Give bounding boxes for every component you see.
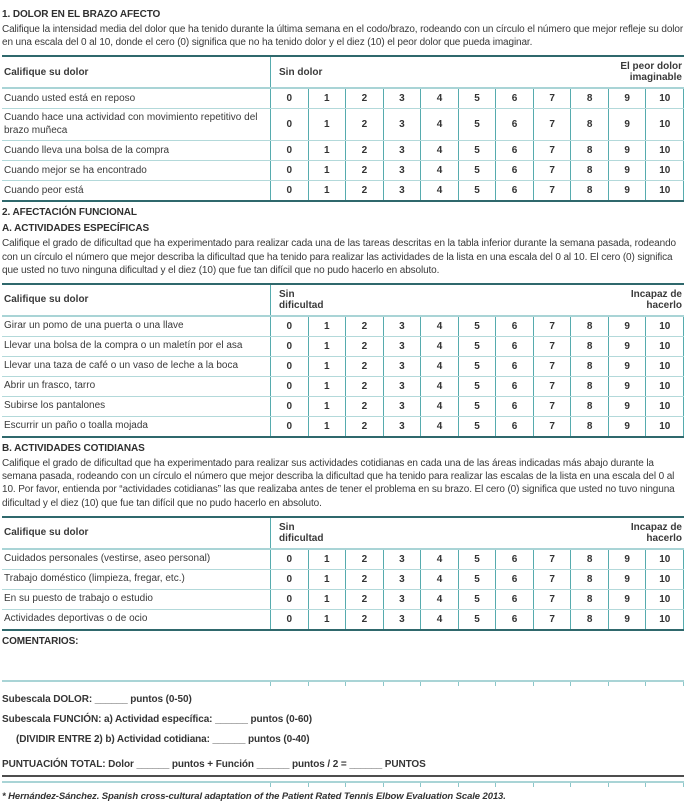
rating-option[interactable]: 9 [608,570,646,589]
ruler-tick [495,783,533,787]
table-row [2,376,684,396]
table-row [2,108,684,140]
rating-option[interactable]: 4 [420,89,458,108]
rating-option[interactable]: 1 [308,570,346,589]
rating-option[interactable]: 4 [420,550,458,569]
rating-option[interactable]: 8 [570,590,608,609]
scale-min-label: Sin dolor [279,66,323,78]
rating-option[interactable]: 6 [495,89,533,108]
rating-option[interactable]: 9 [608,397,646,416]
rating-option[interactable]: 3 [383,161,421,180]
ruler-tick [533,783,571,787]
ruler-tick [495,682,533,686]
rating-scale [270,317,684,336]
rating-option[interactable]: 3 [383,397,421,416]
rating-option[interactable]: 0 [270,89,308,108]
rating-option[interactable]: 8 [570,337,608,356]
rating-option[interactable]: 3 [383,357,421,376]
rating-option[interactable]: 3 [383,109,421,140]
rating-option[interactable]: 5 [458,357,496,376]
ruler-offset [2,783,270,787]
rating-option[interactable]: 1 [308,337,346,356]
rating-option[interactable]: 9 [608,89,646,108]
table-row [2,550,684,569]
rating-option[interactable]: 4 [420,610,458,629]
rating-option[interactable]: 10 [645,377,683,396]
ruler-tick [270,783,308,787]
table-row [2,569,684,589]
rating-scale [270,141,684,160]
rating-option[interactable]: 4 [420,377,458,396]
rating-option[interactable]: 7 [533,377,571,396]
rating-option[interactable]: 6 [495,570,533,589]
rating-option[interactable]: 5 [458,397,496,416]
row-label: Subirse los pantalones [4,400,106,412]
rating-option[interactable]: 2 [345,417,383,436]
rating-option[interactable]: 4 [420,397,458,416]
section1-heading: 1. DOLOR EN EL BRAZO AFECTO [2,9,161,20]
ruler-tick [570,682,608,686]
rating-option[interactable]: 5 [458,89,496,108]
rating-option[interactable]: 1 [308,377,346,396]
rating-option[interactable]: 6 [495,417,533,436]
rating-option[interactable]: 2 [345,377,383,396]
rating-option[interactable]: 2 [345,610,383,629]
rating-option[interactable]: 2 [345,109,383,140]
rating-option[interactable]: 8 [570,397,608,416]
rating-option[interactable]: 7 [533,570,571,589]
ruler-ticks [270,682,684,686]
rating-option[interactable]: 0 [270,590,308,609]
rating-option[interactable]: 5 [458,317,496,336]
section1-instructions: Califique la intensidad media del dolor que ha tenido durante la última semana en el codo/brazo, rodeando con un círculo el número que mejor refleje su dolor en una escala del 0 al 10, donde el cero (0) significa que no ha tenido dolor y el diez (10) el peor dolor que pueda imaginar. [2,24,684,49]
rating-option[interactable]: 0 [270,109,308,140]
table-row [2,317,684,336]
divider-ruler [2,680,684,686]
rating-scale [270,109,684,140]
rating-option[interactable]: 4 [420,590,458,609]
rating-option[interactable]: 9 [608,357,646,376]
rating-option[interactable]: 0 [270,397,308,416]
rating-option[interactable]: 6 [495,550,533,569]
rating-option[interactable]: 10 [645,397,683,416]
rating-option[interactable]: 2 [345,550,383,569]
rating-option[interactable]: 5 [458,377,496,396]
column-header-label: Califique su dolor [4,294,89,306]
rating-option[interactable]: 10 [645,550,683,569]
rating-option[interactable]: 8 [570,417,608,436]
rating-option[interactable]: 7 [533,357,571,376]
rating-scale [270,377,684,396]
rating-option[interactable]: 5 [458,161,496,180]
rating-option[interactable]: 5 [458,337,496,356]
footnote-citation: * Hernández-Sánchez. Spanish cross-cultural adaptation of the Patient Rated Tennis Elbow Evaluation Scale 2013. [2,790,506,802]
rating-option[interactable]: 0 [270,161,308,180]
rating-option[interactable]: 7 [533,317,571,336]
rating-option[interactable]: 5 [458,570,496,589]
rating-option[interactable]: 2 [345,570,383,589]
rating-option[interactable]: 9 [608,610,646,629]
ruler-tick [533,682,571,686]
rating-option[interactable]: 6 [495,397,533,416]
rating-option[interactable]: 5 [458,590,496,609]
rating-option[interactable]: 1 [308,181,346,200]
rating-option[interactable]: 8 [570,570,608,589]
rating-scale [270,337,684,356]
specific-activities-body [2,317,684,436]
rating-option[interactable]: 3 [383,181,421,200]
rating-scale [270,181,684,200]
rating-option[interactable]: 0 [270,550,308,569]
column-header-label: Califique su dolor [4,66,89,78]
row-label: Trabajo doméstico (limpieza, fregar, etc.) [4,572,185,584]
score-pain-subscale: Subescala DOLOR: ______ puntos (0-50) [2,693,192,705]
ruler-tick [308,682,346,686]
rating-option[interactable]: 5 [458,417,496,436]
section2-heading: 2. AFECTACIÓN FUNCIONAL [2,207,137,219]
daily-activities-body [2,550,684,629]
rating-option[interactable]: 8 [570,181,608,200]
rating-option[interactable]: 9 [608,590,646,609]
rating-option[interactable]: 10 [645,317,683,336]
rating-scale [270,357,684,376]
rating-option[interactable]: 4 [420,141,458,160]
rating-option[interactable]: 10 [645,109,683,140]
ruler-tick [383,682,421,686]
rating-option[interactable]: 4 [420,570,458,589]
questionnaire-page [2,9,684,802]
table-row [2,416,684,436]
rating-option[interactable]: 7 [533,550,571,569]
table-row [2,589,684,609]
rating-option[interactable]: 3 [383,590,421,609]
ruler-tick [345,783,383,787]
rating-option[interactable]: 1 [308,397,346,416]
rating-option[interactable]: 2 [345,337,383,356]
ruler-tick [645,682,683,686]
rating-option[interactable]: 6 [495,610,533,629]
rating-option[interactable]: 1 [308,109,346,140]
pain-table-body [2,89,684,200]
ruler-tick [608,682,646,686]
rating-scale [270,610,684,629]
rating-option[interactable]: 1 [308,161,346,180]
rating-option[interactable]: 2 [345,317,383,336]
row-label: Llevar una bolsa de la compra o un maletín por el asa [4,340,243,352]
rating-option[interactable]: 9 [608,109,646,140]
sectionB-instructions: Califique el grado de dificultad que ha experimentado para realizar sus actividades cotidianas en cada una de las áreas indicadas más abajo durante la semana pasada, rodeando con un círculo el número que mejor describa la dificultad que ha tenido para realizar las escalas de la lista en una escala del 0 al 10. Por favor, entienda por “actividades cotidianas” las que realizaba antes de tener el problema en su brazo. El cero (0) significa que usted no tuvo ninguna dificultad y el diez (10) que fue tan difícil que no pudo hacerlo en absoluto. [2,457,675,509]
ruler-ticks [270,783,684,787]
rating-option[interactable]: 7 [533,161,571,180]
ruler-tick [458,682,496,686]
row-label: Cuando mejor se ha encontrado [4,164,147,176]
ruler-tick [420,783,458,787]
scale-max-label: Incapaz de hacerlo [630,288,682,311]
rating-scale [270,161,684,180]
rating-option[interactable]: 8 [570,377,608,396]
rating-option[interactable]: 7 [533,590,571,609]
rating-option[interactable]: 0 [270,570,308,589]
rating-option[interactable]: 5 [458,141,496,160]
scale-anchors [270,518,684,548]
rating-option[interactable]: 9 [608,337,646,356]
rating-option[interactable]: 2 [345,141,383,160]
rating-option[interactable]: 0 [270,337,308,356]
rating-option[interactable]: 3 [383,141,421,160]
rating-option[interactable]: 6 [495,357,533,376]
rating-option[interactable]: 6 [495,141,533,160]
rating-scale [270,397,684,416]
row-label: Actividades deportivas o de ocio [4,612,148,624]
rating-option[interactable]: 7 [533,181,571,200]
rating-option[interactable]: 6 [495,181,533,200]
rating-option[interactable]: 10 [645,161,683,180]
divider-ruler-bottom [2,781,684,787]
ruler-tick [570,783,608,787]
rating-option[interactable]: 3 [383,610,421,629]
rating-option[interactable]: 8 [570,550,608,569]
rating-option[interactable]: 4 [420,161,458,180]
pain-table [2,55,684,202]
rating-option[interactable]: 3 [383,570,421,589]
rating-option[interactable]: 1 [308,417,346,436]
daily-activities-header [2,518,684,550]
ruler-tick [608,783,646,787]
rating-option[interactable]: 8 [570,161,608,180]
specific-activities-table [2,283,684,438]
rating-option[interactable]: 7 [533,610,571,629]
ruler-tick [458,783,496,787]
table-row [2,356,684,376]
rating-scale [270,550,684,569]
ruler-offset [2,682,270,686]
score-function-b: (DIVIDIR ENTRE 2) b) Actividad cotidiana: ______ puntos (0-40) [16,733,310,745]
table-row [2,89,684,108]
sectionA-instructions: Califique el grado de dificultad que ha experimentado para realizar cada una de las tareas descritas en la tabla inferior durante la semana pasada, rodeando con un círculo el número que mejor describa la dificultad que ha tenido para realizar las actividades de la lista en una escala del 0 al 10. El cero (0) significa que usted no tuvo ninguna dificultad y el diez (10) que fue tan difícil que no pudo hacerlo en absoluto. [2,238,676,276]
rating-option[interactable]: 4 [420,109,458,140]
rating-option[interactable]: 5 [458,181,496,200]
rating-scale [270,89,684,108]
table-row [2,140,684,160]
rating-option[interactable]: 3 [383,337,421,356]
rating-option[interactable]: 2 [345,357,383,376]
rating-option[interactable]: 2 [345,161,383,180]
rating-option[interactable]: 6 [495,377,533,396]
rating-option[interactable]: 4 [420,337,458,356]
rating-option[interactable]: 1 [308,610,346,629]
rating-option[interactable]: 0 [270,141,308,160]
ruler-tick [383,783,421,787]
rating-option[interactable]: 3 [383,377,421,396]
ruler-tick [270,682,308,686]
rating-option[interactable]: 9 [608,141,646,160]
row-label: Escurrir un paño o toalla mojada [4,420,148,432]
scale-max-label: Incapaz de hacerlo [630,521,682,544]
rating-option[interactable]: 0 [270,417,308,436]
rating-option[interactable]: 7 [533,141,571,160]
rating-option[interactable]: 5 [458,610,496,629]
row-label: Cuidados personales (vestirse, aseo personal) [4,552,211,564]
row-label: Cuando peor está [4,184,84,196]
rating-option[interactable]: 3 [383,550,421,569]
bottom-separator [2,775,684,777]
rating-option[interactable]: 10 [645,89,683,108]
rating-option[interactable]: 3 [383,417,421,436]
rating-option[interactable]: 10 [645,181,683,200]
rating-option[interactable]: 1 [308,357,346,376]
rating-option[interactable]: 2 [345,89,383,108]
row-label: Girar un pomo de una puerta o una llave [4,320,184,332]
rating-option[interactable]: 0 [270,610,308,629]
scale-anchors [270,285,684,315]
table-row [2,396,684,416]
sectionA-heading: A. ACTIVIDADES ESPECÍFICAS [2,223,150,235]
row-label: En su puesto de trabajo o estudio [4,592,153,604]
rating-option[interactable]: 3 [383,317,421,336]
row-label: Cuando lleva una bolsa de la compra [4,144,170,156]
ruler-tick [345,682,383,686]
comments-label: COMENTARIOS: [2,635,79,647]
rating-option[interactable]: 8 [570,610,608,629]
rating-option[interactable]: 9 [608,550,646,569]
rating-option[interactable]: 7 [533,109,571,140]
rating-option[interactable]: 0 [270,377,308,396]
rating-option[interactable]: 9 [608,417,646,436]
column-header-label: Califique su dolor [4,527,89,539]
rating-option[interactable]: 1 [308,590,346,609]
rating-option[interactable]: 6 [495,317,533,336]
rating-option[interactable]: 5 [458,550,496,569]
row-label: Cuando hace una actividad con movimiento repetitivo del brazo muñeca [4,112,258,136]
rating-option[interactable]: 10 [645,357,683,376]
rating-option[interactable]: 7 [533,417,571,436]
rating-scale [270,590,684,609]
ruler-tick [420,682,458,686]
row-label: Cuando usted está en reposo [4,92,136,104]
rating-option[interactable]: 10 [645,590,683,609]
rating-option[interactable]: 10 [645,610,683,629]
rating-option[interactable]: 1 [308,317,346,336]
rating-option[interactable]: 7 [533,89,571,108]
rating-option[interactable]: 4 [420,181,458,200]
score-function-a: Subescala FUNCIÓN: a) Actividad específica: ______ puntos (0-60) [2,713,312,725]
rating-option[interactable]: 8 [570,141,608,160]
row-label: Abrir un frasco, tarro [4,380,96,392]
rating-option[interactable]: 0 [270,181,308,200]
rating-option[interactable]: 9 [608,181,646,200]
table-row [2,160,684,180]
scale-max-label: El peor dolor imaginable [620,61,682,84]
rating-option[interactable]: 8 [570,89,608,108]
rating-option[interactable]: 1 [308,89,346,108]
rating-option[interactable]: 4 [420,357,458,376]
rating-option[interactable]: 1 [308,550,346,569]
rating-option[interactable]: 8 [570,357,608,376]
rating-scale [270,417,684,436]
scale-anchors [270,57,684,87]
rating-option[interactable]: 1 [308,141,346,160]
specific-activities-header [2,285,684,317]
table-row [2,180,684,200]
scale-min-label: Sin dificultad [279,521,324,544]
rating-option[interactable]: 2 [345,590,383,609]
rating-option[interactable]: 8 [570,109,608,140]
rating-option[interactable]: 9 [608,317,646,336]
rating-option[interactable]: 0 [270,317,308,336]
table-row [2,336,684,356]
rating-scale [270,570,684,589]
ruler-tick [645,783,683,787]
rating-option[interactable]: 6 [495,590,533,609]
rating-option[interactable]: 6 [495,337,533,356]
rating-option[interactable]: 4 [420,417,458,436]
rating-option[interactable]: 10 [645,141,683,160]
rating-option[interactable]: 2 [345,181,383,200]
rating-option[interactable]: 9 [608,161,646,180]
table-row [2,609,684,629]
total-score-line: PUNTUACIÓN TOTAL: Dolor ______ puntos + Función ______ puntos / 2 = ______ PUNTOS [2,758,426,770]
rating-option[interactable]: 8 [570,317,608,336]
rating-option[interactable]: 7 [533,397,571,416]
rating-option[interactable]: 9 [608,377,646,396]
rating-option[interactable]: 6 [495,109,533,140]
rating-option[interactable]: 4 [420,317,458,336]
rating-option[interactable]: 10 [645,417,683,436]
pain-table-header [2,57,684,89]
row-label: Llevar una taza de café o un vaso de leche a la boca [4,360,239,372]
rating-option[interactable]: 0 [270,357,308,376]
sectionB-heading: B. ACTIVIDADES COTIDIANAS [2,442,145,454]
rating-option[interactable]: 2 [345,397,383,416]
rating-option[interactable]: 3 [383,89,421,108]
rating-option[interactable]: 10 [645,570,683,589]
ruler-tick [308,783,346,787]
rating-option[interactable]: 7 [533,337,571,356]
rating-option[interactable]: 10 [645,337,683,356]
rating-option[interactable]: 6 [495,161,533,180]
scale-min-label: Sin dificultad [279,288,324,311]
daily-activities-table [2,516,684,631]
rating-option[interactable]: 5 [458,109,496,140]
comments-area [2,650,684,680]
